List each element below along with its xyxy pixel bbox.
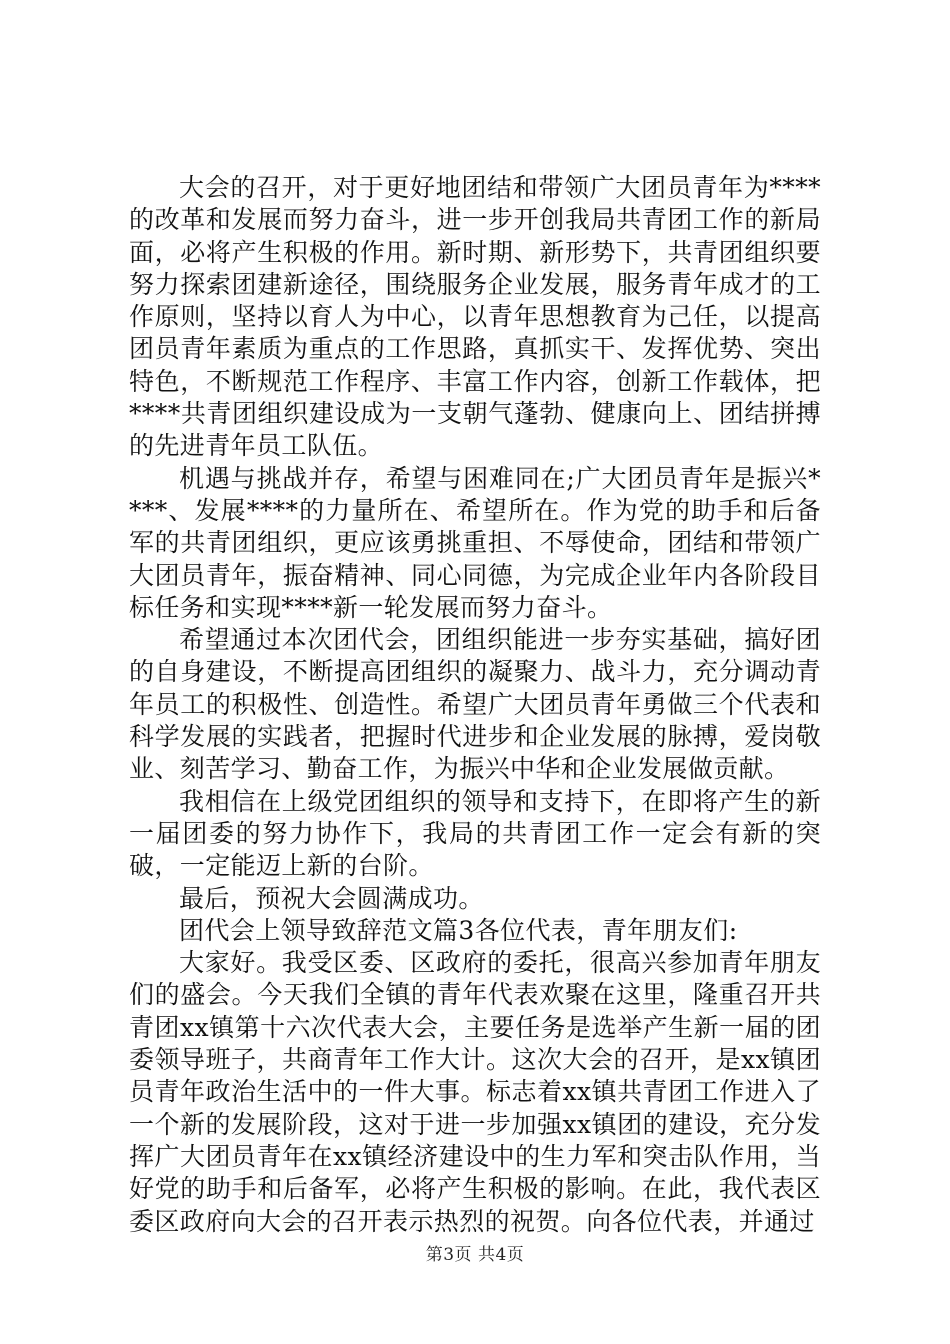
paragraph-1: 大会的召开，对于更好地团结和带领广大团员青年为****的改革和发展而努力奋斗，进一步开创我局共青团工作的新局面，必将产生积极的作用。新时期、新形势下，共青团组织要努力探索团建新途径，围绕服务企业发展，服务青年成才的工作原则，坚持以育人为中心，以青年思想教育为己任，以提高团员青年素质为重点的工作思路，真抓实干、发挥优势、突出特色，不断规范工作程序、丰富工作内容，创新工作载体，把****共青团组织建设成为一支朝气蓬勃、健康向上、团结拼搏的先进青年员工队伍。 — [129, 173, 821, 461]
paragraph-7: 大家好。我受区委、区政府的委托，很高兴参加青年朋友们的盛会。今天我们全镇的青年代表欢聚在这里，隆重召开共青团xx镇第十六次代表大会，主要任务是选举产生新一届的团委领导班子，共商青年工作大计。这次大会的召开，是xx镇团员青年政治生活中的一件大事。标志着xx镇共青团工作进入了一个新的发展阶段，这对于进一步加强xx镇团的建设，充分发挥广大团员青年在xx镇经济建设中的生力军和突击队作用，当好党的助手和后备军，必将产生积极的影响。在此，我代表区委区政府向大会的召开表示热烈的祝贺。向各位代表，并通过 — [129, 948, 821, 1236]
paragraph-4: 我相信在上级党团组织的领导和支持下，在即将产生的新一届团委的努力协作下，我局的共青团工作一定会有新的突破，一定能迈上新的台阶。 — [129, 786, 821, 881]
page-footer: 第3页 共4页 — [425, 1245, 525, 1265]
document-body — [129, 172, 821, 1238]
paragraph-2: 机遇与挑战并存，希望与困难同在;广大团员青年是振兴****、发展****的力量所在、希望所在。作为党的助手和后备军的共青团组织，更应该勇挑重担、不辱使命，团结和带领广大团员青年，振奋精神、同心同德，为完成企业年内各阶段目标任务和实现****新一轮发展而努力奋斗。 — [129, 463, 821, 622]
paragraph-5: 最后，预祝大会圆满成功。 — [179, 883, 484, 913]
paragraph-3: 希望通过本次团代会，团组织能进一步夯实基础，搞好团的自身建设，不断提高团组织的凝聚力、战斗力，充分调动青年员工的积极性、创造性。希望广大团员青年勇做三个代表和科学发展的实践者，把握时代进步和企业发展的脉搏，爱岗敬业、刻苦学习、勤奋工作，为振兴中华和企业发展做贡献。 — [129, 625, 821, 784]
paragraph-6: 团代会上领导致辞范文篇3各位代表，青年朋友们: — [179, 915, 738, 945]
